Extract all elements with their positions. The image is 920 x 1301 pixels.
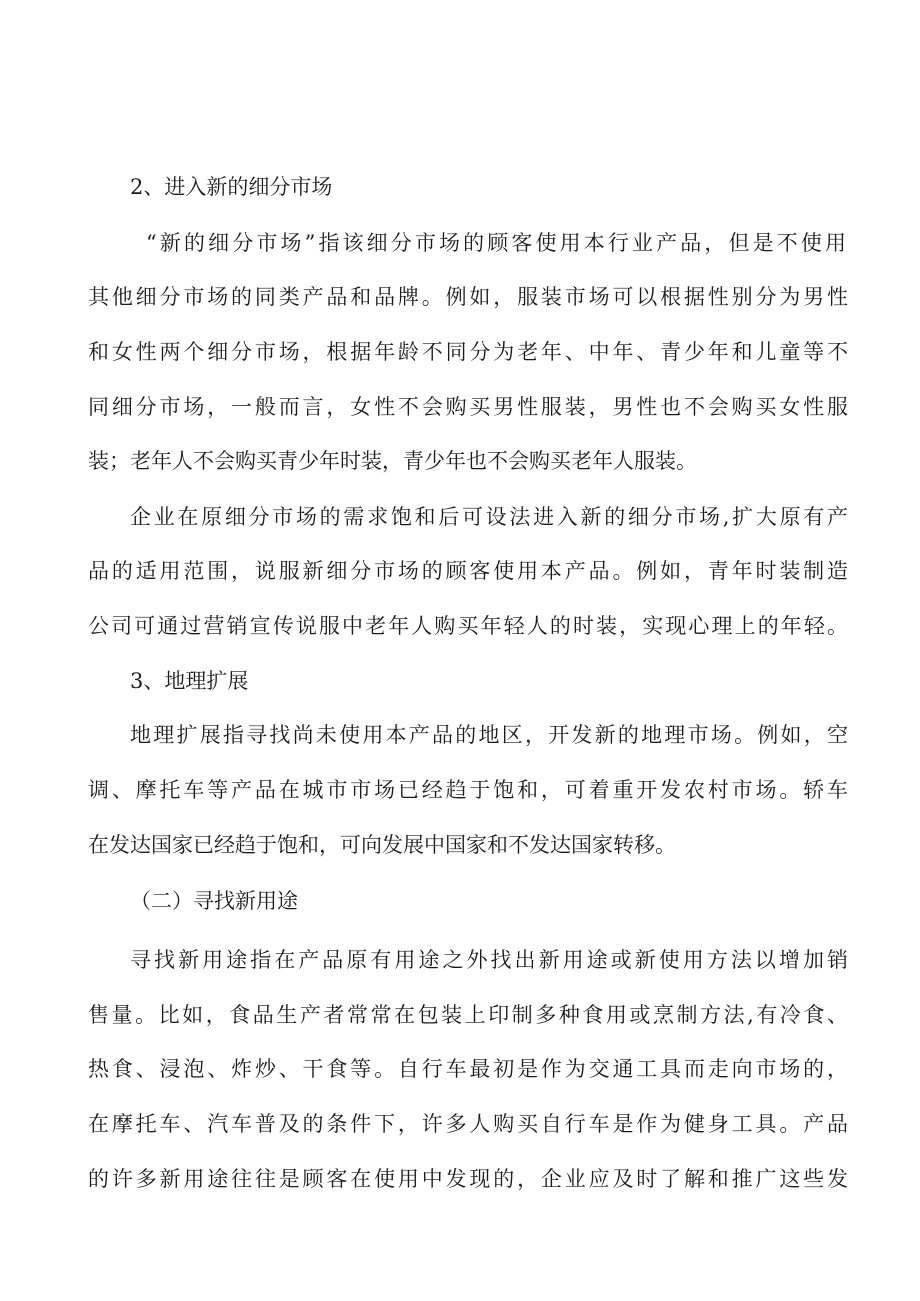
paragraph-line: 热食、浸泡、炸炒、干食等。自行车最初是作为交通工具而走向市场的， bbox=[88, 1057, 848, 1081]
paragraph-line: 和女性两个细分市场，根据年龄不同分为老年、中年、青少年和儿童等不 bbox=[88, 340, 848, 364]
paragraph-line: “新的细分市场”指该细分市场的顾客使用本行业产品，但是不使用 bbox=[146, 231, 846, 255]
paragraph-line: 装；老年人不会购买青少年时装，青少年也不会购买老年人服装。 bbox=[88, 449, 697, 473]
paragraph-line: 寻找新用途指在产品原有用途之外找出新用途或新使用方法以增加销 bbox=[130, 948, 848, 972]
paragraph-line: 在发达国家已经趋于饱和，可向发展中国家和不发达国家转移。 bbox=[88, 833, 676, 857]
paragraph-line: 地理扩展指寻找尚未使用本产品的地区，开发新的地理市场。例如，空 bbox=[130, 723, 848, 747]
paragraph-line: 企业在原细分市场的需求饱和后可设法进入新的细分市场,扩大原有产 bbox=[130, 505, 848, 529]
paragraph-line: 售量。比如，食品生产者常常在包装上印制多种食用或烹制方法,有冷食、 bbox=[88, 1003, 848, 1027]
paragraph-line: 其他细分市场的同类产品和品牌。例如，服装市场可以根据性别分为男性 bbox=[88, 285, 848, 309]
paragraph-line: 品的适用范围，说服新细分市场的顾客使用本产品。例如，青年时装制造 bbox=[88, 559, 848, 583]
paragraph-line: 调、摩托车等产品在城市市场已经趋于饱和，可着重开发农村市场。轿车 bbox=[88, 778, 848, 802]
paragraph-line: 在摩托车、汽车普及的条件下，许多人购买自行车是作为健身工具。产品 bbox=[88, 1112, 848, 1136]
heading-geographic-expansion: 3、地理扩展 bbox=[130, 669, 249, 693]
paragraph-line: 同细分市场，一般而言，女性不会购买男性服装，男性也不会购买女性服 bbox=[88, 395, 848, 419]
paragraph-line: 的许多新用途往往是顾客在使用中发现的，企业应及时了解和推广这些发 bbox=[88, 1167, 848, 1191]
section-heading-new-uses: （二）寻找新用途 bbox=[130, 889, 298, 913]
paragraph-line: 公司可通过营销宣传说服中老年人购买年轻人的时装，实现心理上的年轻。 bbox=[88, 614, 848, 638]
heading-entering-new-segments: 2、进入新的细分市场 bbox=[130, 175, 333, 199]
